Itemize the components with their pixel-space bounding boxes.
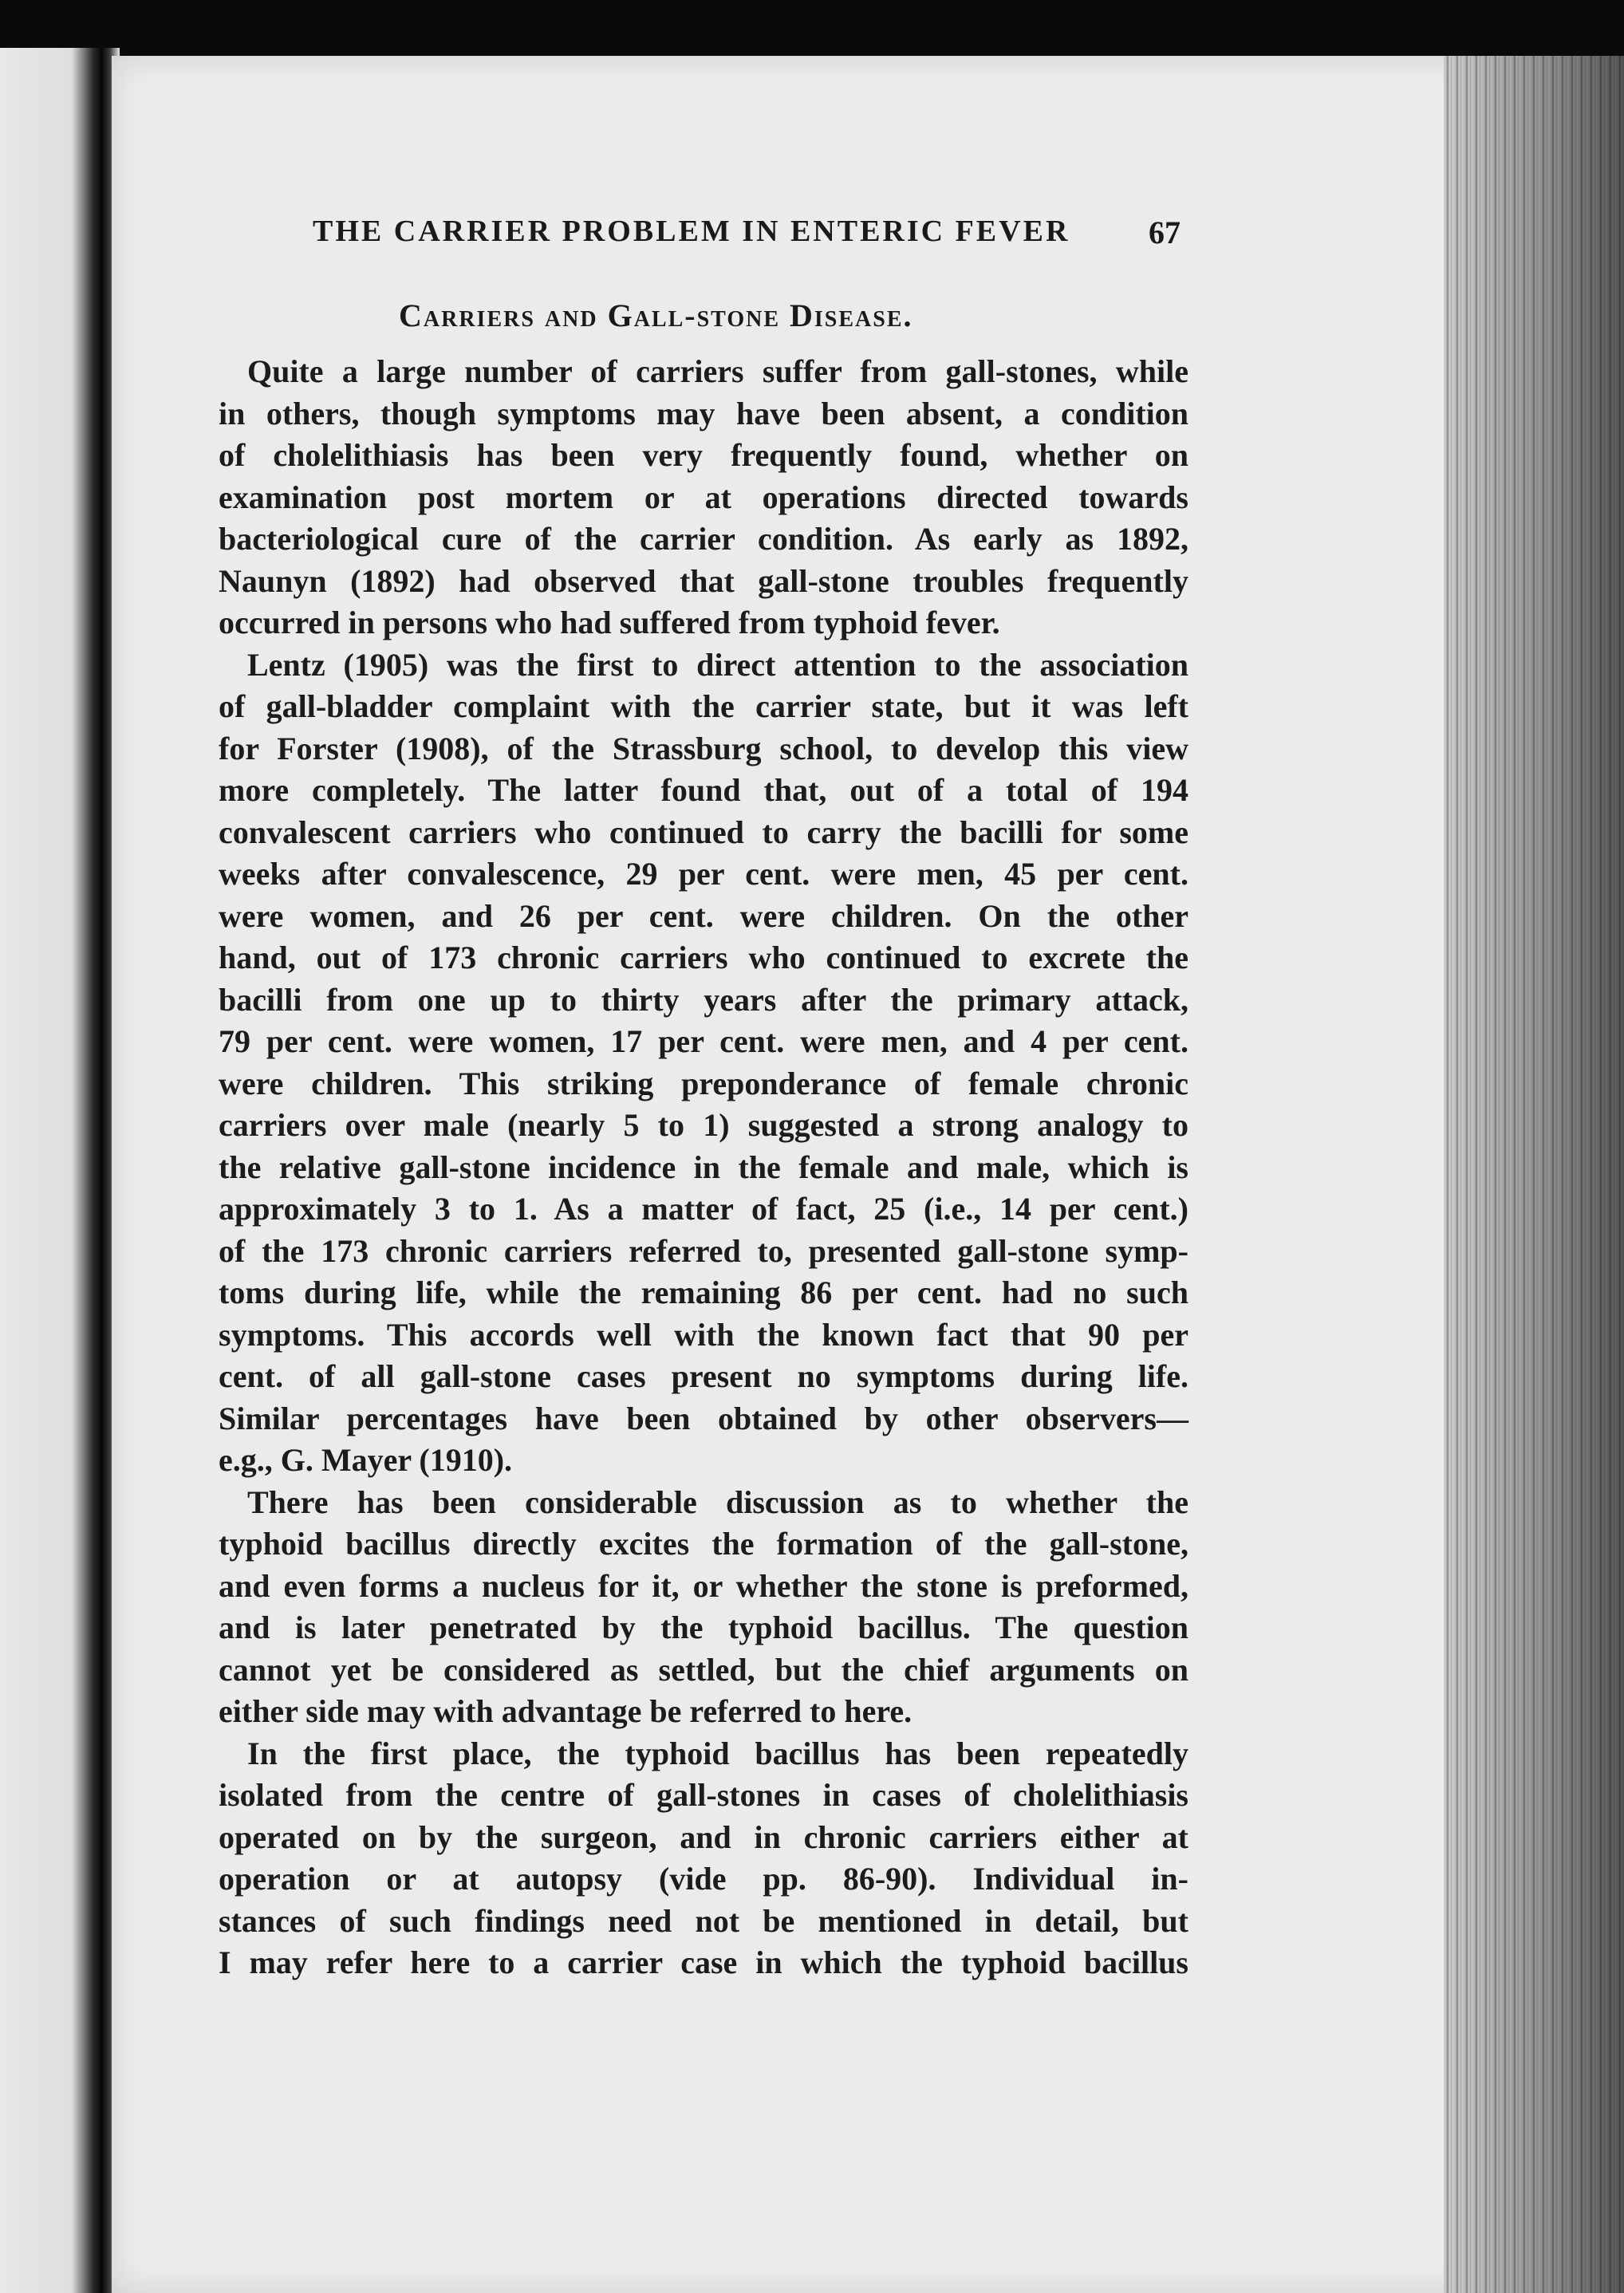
text-line: hand, out of 173 chronic carriers who continued to excrete the <box>219 940 1188 975</box>
text-line: of cholelithiasis has been very frequently found, whether on <box>219 437 1188 473</box>
paragraph <box>190 1482 1188 1733</box>
text-line: bacilli from one up to thirty years after the primary attack, <box>219 981 1188 1018</box>
text-line: of the 173 chronic carriers referred to, presented gall-stone symp- <box>219 1232 1188 1269</box>
page-number: 67 <box>1149 215 1181 250</box>
paragraph <box>190 644 1188 1482</box>
book-binding <box>0 48 120 2293</box>
text-line: Quite a large number of carriers suffer from gall-stones, while <box>247 353 1188 389</box>
text-line: occurred in persons who had suffered from typhoid fever. <box>219 605 1000 640</box>
scan-background <box>0 0 1624 60</box>
text-line: for Forster (1908), of the Strassburg school, to develop this view <box>219 730 1188 766</box>
text-line: operated on by the surgeon, and in chronic carriers either at <box>219 1818 1188 1855</box>
text-line: either side may with advantage be referred to here. <box>219 1693 913 1729</box>
text-line: approximately 3 to 1. As a matter of fact, 25 (i.e., 14 per cent.) <box>219 1191 1188 1227</box>
text-line: Similar percentages have been obtained by other observers— <box>219 1400 1188 1436</box>
text-line: were children. This striking preponderance of female chronic <box>219 1065 1188 1101</box>
text-line: e.g., G. Mayer (1910). <box>219 1442 513 1478</box>
text-line: convalescent carriers who continued to carry the bacilli for some <box>219 814 1188 850</box>
paragraph <box>190 351 1188 644</box>
paragraph <box>190 1733 1188 1984</box>
body-text <box>190 351 1188 1984</box>
text-line: There has been considerable discussion as to whether the <box>247 1483 1188 1520</box>
text-line: carriers over male (nearly 5 to 1) suggested a strong analogy to <box>219 1107 1188 1143</box>
text-line: Lentz (1905) was the first to direct attention to the association <box>247 646 1188 683</box>
text-line: symptoms. This accords well with the known fact that 90 per <box>219 1316 1188 1353</box>
running-head: THE CARRIER PROBLEM IN ENTERIC FEVER <box>313 215 1070 248</box>
text-line: more completely. The latter found that, out of a total of 194 <box>219 772 1188 808</box>
text-line: bacteriological cure of the carrier condition. As early as 1892, <box>219 521 1188 557</box>
section-title: Carriers and Gall-stone Disease. <box>399 297 913 333</box>
text-line: cent. of all gall-stone cases present no symptoms during life. <box>219 1358 1188 1394</box>
text-line: of gall-bladder complaint with the carrier state, but it was left <box>219 688 1188 724</box>
page-edges <box>1444 56 1624 2293</box>
text-line: and is later penetrated by the typhoid bacillus. The question <box>219 1609 1188 1645</box>
text-line: operation or at autopsy (vide pp. 86-90). Individual in- <box>219 1861 1188 1897</box>
text-line: toms during life, while the remaining 86 per cent. had no such <box>219 1275 1188 1310</box>
text-line: examination post mortem or at operations directed towards <box>219 479 1188 515</box>
text-line: In the first place, the typhoid bacillus has been repeatedly <box>247 1735 1188 1771</box>
text-line: 79 per cent. were women, 17 per cent. were men, and 4 per cent. <box>219 1023 1188 1059</box>
text-line: isolated from the centre of gall-stones in cases of cholelithiasis <box>219 1777 1188 1813</box>
text-line: cannot yet be considered as settled, but the chief arguments on <box>219 1651 1188 1688</box>
text-line: and even forms a nucleus for it, or whether the stone is preformed, <box>219 1567 1188 1604</box>
text-line: in others, though symptoms may have been absent, a condition <box>219 395 1188 431</box>
text-line: Naunyn (1892) had observed that gall-stone troubles frequently <box>219 562 1188 599</box>
text-line: I may refer here to a carrier case in which the typhoid bacillus <box>219 1944 1188 1980</box>
text-line: typhoid bacillus directly excites the formation of the gall-stone, <box>219 1526 1188 1562</box>
text-line: stances of such findings need not be mentioned in detail, but <box>219 1902 1188 1939</box>
text-line: were women, and 26 per cent. were children. On the other <box>219 897 1188 934</box>
text-line: the relative gall-stone incidence in the female and male, which is <box>219 1148 1188 1185</box>
text-line: weeks after convalescence, 29 per cent. were men, 45 per cent. <box>219 856 1188 892</box>
